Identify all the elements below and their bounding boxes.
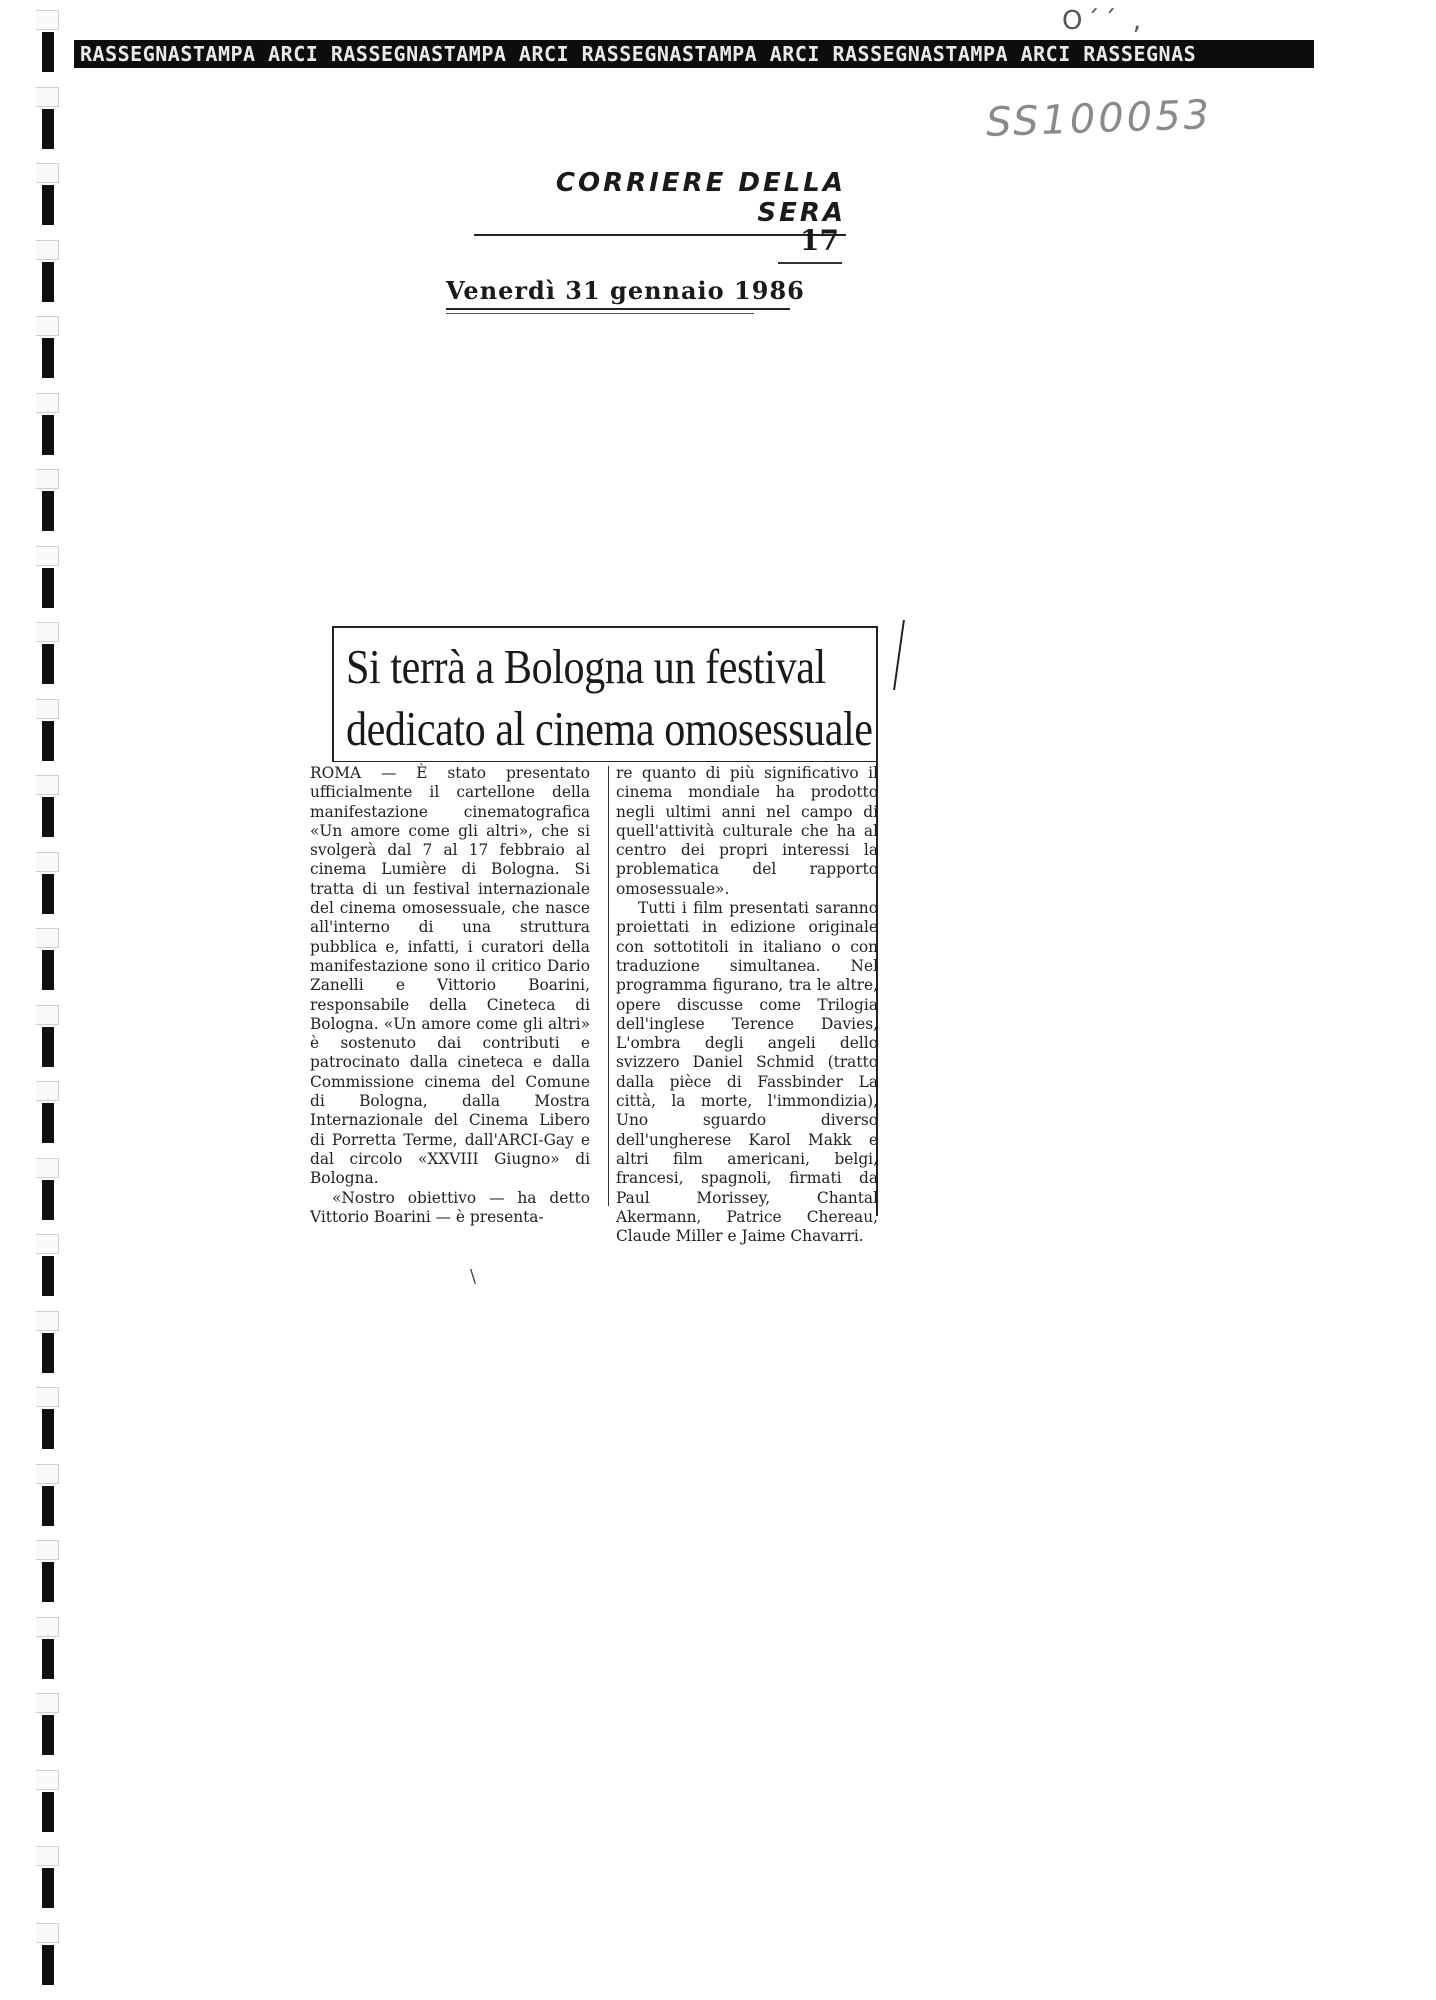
headline-line-1: Si terrà a Bologna un festival	[346, 639, 826, 694]
binder-mark	[42, 262, 54, 302]
binder-mark	[42, 1562, 54, 1602]
binder-mark	[42, 1792, 54, 1832]
binder-notch	[36, 1311, 59, 1331]
issue-date: Venerdì 31 gennaio 1986	[446, 276, 805, 305]
binder-notch	[36, 1923, 59, 1943]
article-headline	[346, 636, 873, 760]
page-number: 17	[800, 224, 839, 257]
binder-notch	[36, 1770, 59, 1790]
binder-mark	[42, 1180, 54, 1220]
binder-strip	[36, 0, 66, 2000]
binder-mark	[42, 1945, 54, 1985]
press-agency-banner	[74, 40, 1314, 68]
binder-notch	[36, 546, 59, 566]
newspaper-name: CORRIERE DELLA SERA	[555, 168, 846, 228]
binder-mark	[42, 950, 54, 990]
binder-notch	[36, 469, 59, 489]
article-paragraph: Tutti i film presentati saranno proiettati in edizione originale con sottotitoli in italiano o con traduzione simultanea. Nel programma figurano, tra le altre, opere discusse come Trilogia dell'inglese Terence Davies, L'ombra degli angeli dello svizzero Daniel Schmid (tratto dalla pièce di Fassbinder La città, la morte, l'immondizia), Uno sguardo diverso dell'ungherese Karol Makk e altri film americani, belgi, francesi, spagnoli, firmati da Paul Morissey, Chantal Akermann, Patrice Chereau, Claude Miller e Jaime Chavarri.	[616, 899, 878, 1246]
article-paragraph: ROMA — È stato presentato ufficialmente il cartellone della manifestazione cinematografica «Un amore come gli altri», che si svolgerà dal 7 al 17 febbraio al cinema Lumière di Bologna. Si tratta di un festival internazionale del cinema omosessuale, che nasce all'interno di una struttura pubblica e, infatti, i curatori della manifestazione sono il critico Dario Zanelli e Vittorio Boarini, responsabile della Cineteca di Bologna. «Un amore come gli altri» è sostenuto dai contributi e patrocinato dalla cineteca e dalla Commissione cinema del Comune di Bologna, dalla Mostra Internazionale del Cinema Libero di Porretta Terme, dall'ARCI-Gay e dal circolo «XXVIII Giugno» di Bologna.	[310, 764, 590, 1188]
binder-mark	[42, 1027, 54, 1067]
date-rule-secondary	[446, 313, 754, 314]
binder-notch	[36, 1464, 59, 1484]
binder-notch	[36, 1158, 59, 1178]
headline-line-2: dedicato al cinema omosessuale	[346, 701, 873, 756]
masthead-rule	[474, 234, 846, 236]
handwritten-archive-code: SS100053	[985, 92, 1213, 146]
binder-notch	[36, 393, 59, 413]
binder-notch	[36, 1005, 59, 1025]
binder-notch	[36, 1846, 59, 1866]
binder-mark	[42, 1256, 54, 1296]
binder-notch	[36, 1617, 59, 1637]
binder-notch	[36, 775, 59, 795]
article-paragraph: «Nostro obiettivo — ha detto Vittorio Boarini — è presenta-	[310, 1188, 590, 1226]
banner-text: RASSEGNASTAMPA ARCI RASSEGNASTAMPA ARCI RASSEGNASTAMPA ARCI RASSEGNASTAMPA ARCI RASSEGNAS	[80, 42, 1197, 66]
article-column-right	[616, 764, 878, 1246]
binder-mark	[42, 1639, 54, 1679]
binder-notch	[36, 852, 59, 872]
binder-notch	[36, 163, 59, 183]
clipping-edge-mark	[875, 620, 905, 690]
binder-mark	[42, 1333, 54, 1373]
binder-notch	[36, 1234, 59, 1254]
date-rule	[446, 308, 790, 310]
binder-notch	[36, 699, 59, 719]
binder-mark	[42, 185, 54, 225]
column-divider	[608, 766, 609, 1206]
binder-notch	[36, 1693, 59, 1713]
binder-mark	[42, 1715, 54, 1755]
article-column-left	[310, 764, 590, 1227]
binder-mark	[42, 338, 54, 378]
page-number-rule	[778, 262, 842, 264]
binder-mark	[42, 109, 54, 149]
stray-mark: \	[470, 1266, 477, 1287]
binder-notch	[36, 928, 59, 948]
binder-mark	[42, 1486, 54, 1526]
binder-mark	[42, 491, 54, 531]
binder-mark	[42, 1868, 54, 1908]
binder-mark	[42, 415, 54, 455]
binder-mark	[42, 874, 54, 914]
binder-notch	[36, 622, 59, 642]
binder-mark	[42, 1103, 54, 1143]
article-paragraph: re quanto di più significativo il cinema mondiale ha prodotto negli ultimi anni nel campo di quell'attività culturale che ha al centro dei propri interessi la problematica del rapporto omosessuale».	[616, 764, 878, 898]
binder-mark	[42, 721, 54, 761]
binder-mark	[42, 1409, 54, 1449]
binder-notch	[36, 87, 59, 107]
binder-notch	[36, 1387, 59, 1407]
binder-notch	[36, 10, 59, 30]
binder-mark	[42, 568, 54, 608]
handwritten-mark: O´´ ,	[1062, 6, 1145, 36]
newspaper-masthead	[474, 168, 846, 236]
binder-mark	[42, 32, 54, 72]
binder-mark	[42, 644, 54, 684]
binder-notch	[36, 1540, 59, 1560]
binder-notch	[36, 240, 59, 260]
binder-notch	[36, 1081, 59, 1101]
binder-notch	[36, 316, 59, 336]
binder-mark	[42, 797, 54, 837]
